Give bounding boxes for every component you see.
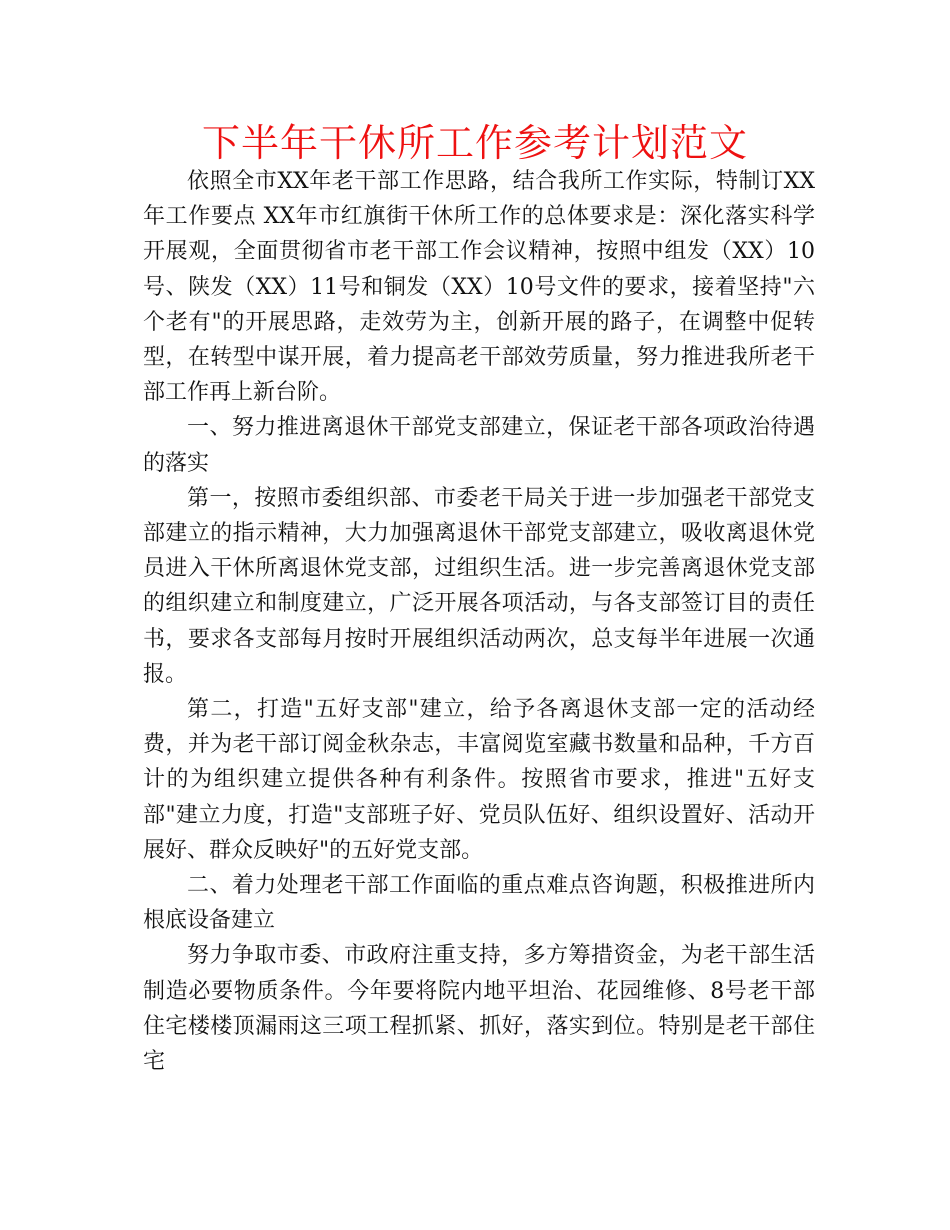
paragraph-first: 第一，按照市委组织部、市委老干局关于进一步加强老干部党支部建立的指示精神，大力加强离退休干部党支部建立，吸收离退休党员进入干休所离退休党支部，过组织生活。进一步完善离退休党支部的组织建立和制度建立，广泛开展各项活动，与各支部签订目的责任书，要求各支部每月按时开展组织活动两次，总支每半年进展一次通报。 — [143, 485, 815, 687]
document-title: 下半年干休所工作参考计划范文 — [201, 121, 748, 165]
paragraph-facilities: 努力争取市委、市政府注重支持，多方筹措资金，为老干部生活制造必要物质条件。今年要将院内地平坦治、花园维修、8号老干部住宅楼楼顶漏雨这三项工程抓紧、抓好，落实到位。特别是老干部住宅 — [143, 943, 815, 1075]
section-heading-2: 二、着力处理老干部工作面临的重点难点咨询题，积极推进所内根底设备建立 — [143, 873, 815, 934]
section-heading-1: 一、努力推进离退休干部党支部建立，保证老干部各项政治待遇的落实 — [143, 415, 815, 476]
paragraph-second: 第二，打造"五好支部"建立，给予各离退休支部一定的活动经费，并为老干部订阅金秋杂志，丰富阅览室藏书数量和品种，千方百计的为组织建立提供各种有利条件。按照省市要求，推进"五好支部"建立力度，打造"支部班子好、党员队伍好、组织设置好、活动开展好、群众反映好"的五好党支部。 — [143, 697, 815, 863]
paragraph-intro: 依照全市XX年老干部工作思路，结合我所工作实际，特制订XX年工作要点 XX年市红旗街干休所工作的总体要求是：深化落实科学开展观，全面贯彻省市老干部工作会议精神，按照中组发（XX）10号、陕发（XX）11号和铜发（XX）10号文件的要求，接着坚持"六个老有"的开展思路，走效劳为主，创新开展的路子，在调整中促转型，在转型中谋开展，着力提高老干部效劳质量，努力推进我所老干部工作再上新台阶。 — [143, 169, 815, 406]
document-body — [143, 164, 815, 1079]
